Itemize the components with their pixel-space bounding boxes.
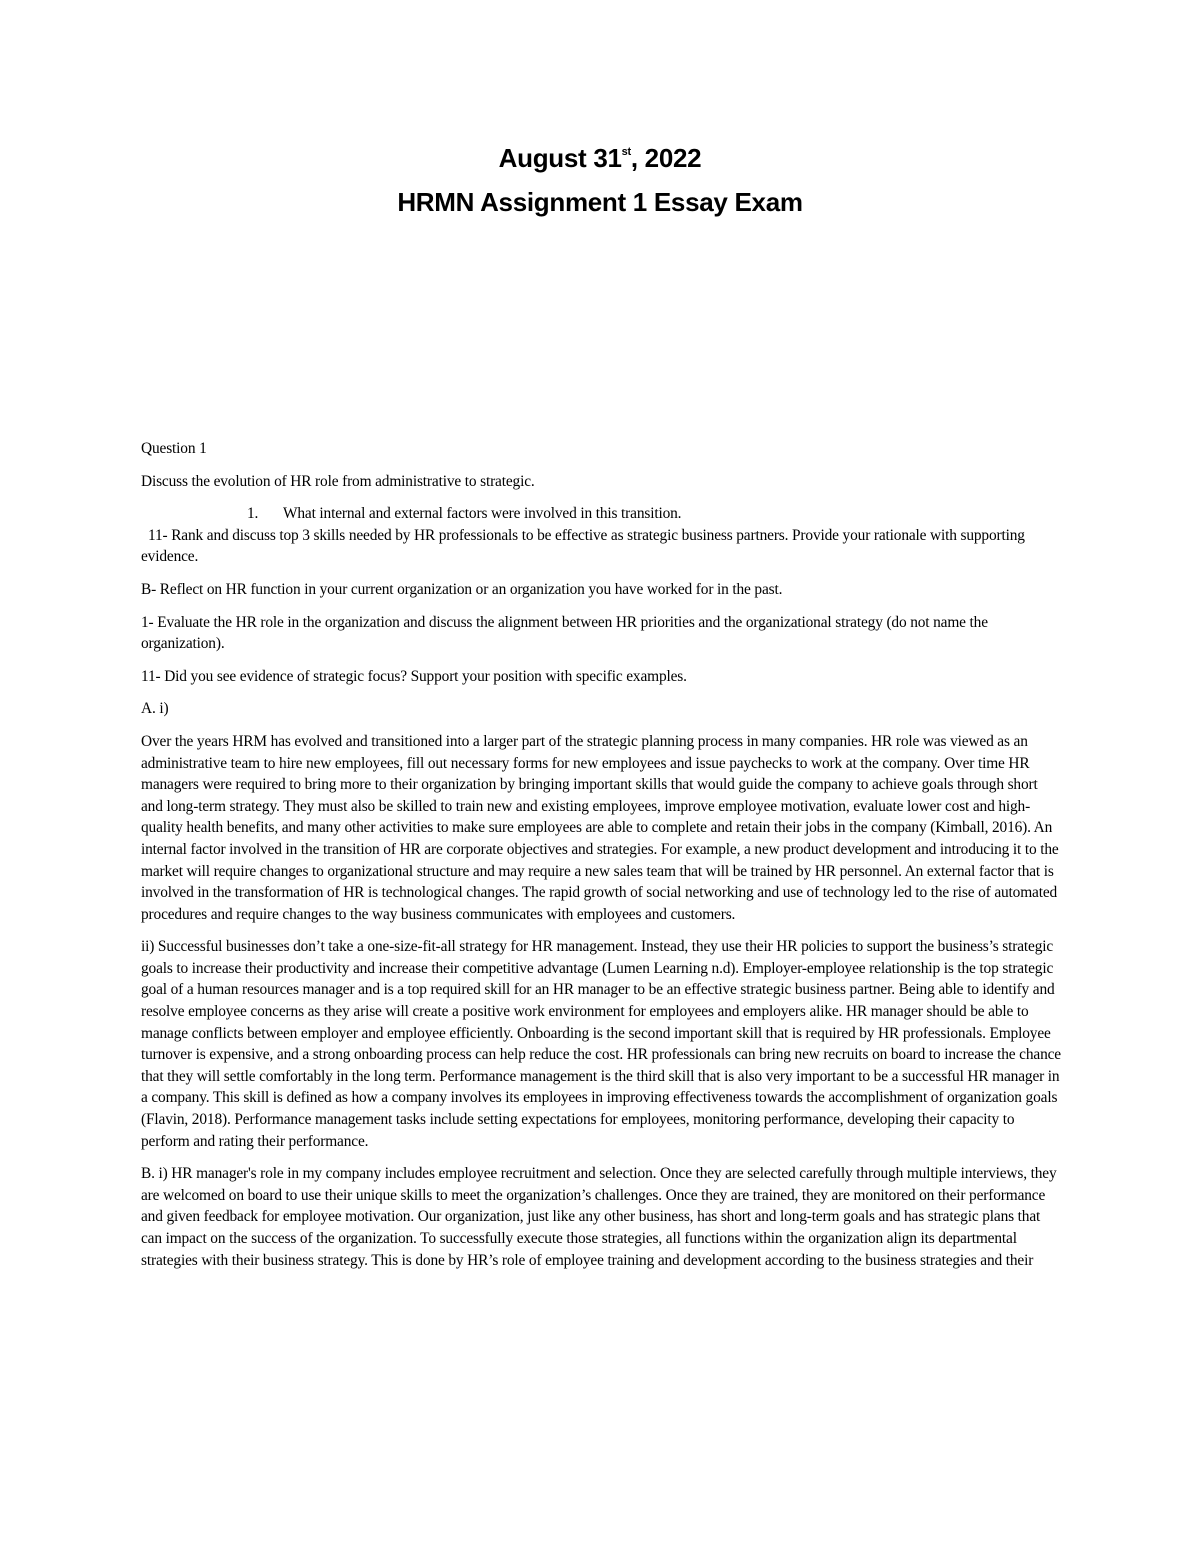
answer-a-i-paragraph: Over the years HRM has evolved and transitioned into a larger part of the strategic planning process in many companies. HR role was viewed as an administrative team to hire new employees, fill out necessary forms for new employees and issue paychecks to work at the company. Over time HR managers were required to bring more to their organization by bringing important skills that would guide the company to achieve goals through short and long-term strategy. They must also be skilled to train new and existing employees, improve employee motivation, evaluate lower cost and high-quality health benefits, and many other activities to make sure employees are able to complete and retain their jobs in the company (Kimball, 2016). An internal factor involved in the transition of HR are corporate objectives and strategies. For example, a new product development and introducing it to the market will require changes to organizational structure and may require a new sales team that will be trained by HR personnel. An external factor that is involved in the transformation of HR is technological changes. The rapid growth of social networking and use of technology led to the rise of automated procedures and require changes to the way business communicates with employees and customers. [141, 732, 1059, 923]
question-part-b: B- Reflect on HR function in your current organization or an organization you have worked for in the past. [141, 580, 783, 598]
question-part-b-1: 1- Evaluate the HR role in the organization and discuss the alignment between HR priorities and the organizational strategy (do not name the organization). [141, 613, 988, 653]
date-year: , 2022 [630, 143, 702, 173]
answer-a-ii-paragraph: ii) Successful businesses don’t take a one-size-fit-all strategy for HR management. Instead, they use their HR policies to support the business’s strategic goals to increase their productivity and increase their competitive advantage (Lumen Learning n.d). Employer-employee relationship is the top strategic goal of a human resources manager and is a top required skill for an HR manager to be an effective strategic business partner. Being able to identify and resolve employee concerns as they arise will create a positive work environment for employees and employers alike. HR manager should be able to manage conflicts between employer and employee efficiently. Onboarding is the second important skill that is required by HR professionals. Employee turnover is expensive, and a strong onboarding process can help reduce the cost. HR professionals can bring new recruits on board to increase the chance that they will settle comfortably in the long term. Performance management is the third skill that is also very important to be a successful HR manager in a company. This skill is defined as how a company involves its employees in improving effectiveness towards the accomplishment of organization goals (Flavin, 2018). Performance management tasks include setting expectations for employees, monitoring performance, developing their capacity to perform and rating their performance. [141, 938, 1061, 1150]
question-item-1-text: What internal and external factors were involved in this transition. [283, 505, 682, 523]
question-prompt: Discuss the evolution of HR role from administrative to strategic. [141, 472, 535, 490]
date-ordinal-suffix: st [621, 146, 631, 158]
question-item-1 [141, 503, 1061, 525]
answer-b-i-paragraph: B. i) HR manager's role in my company includes employee recruitment and selection. Once they are selected carefully through multiple interviews, they are welcomed on board to use their unique skills to meet the organization’s challenges. Once they are trained, they are monitored on their performance and given feedback for employee motivation. Our organization, just like any other business, has short and long-term goals and has strategic plans that can impact on the success of the organization. To successfully execute those strategies, all functions within the organization align its departmental strategies with their business strategy. This is done by HR’s role of employee training and development according to the business strategies and their [141, 1165, 1057, 1269]
question-label: Question 1 [141, 440, 207, 457]
document-body [141, 438, 1061, 1282]
answer-a-label: A. i) [141, 700, 169, 718]
question-part-b-2: 11- Did you see evidence of strategic focus? Support your position with specific examples. [141, 667, 687, 685]
document-date [0, 138, 1200, 178]
date-text: August 31 [498, 143, 622, 173]
document-title: HRMN Assignment 1 Essay Exam [397, 187, 803, 217]
question-item-1-number: 1. [247, 505, 259, 523]
question-item-2: 11- Rank and discuss top 3 skills needed by HR professionals to be effective as strategic business partners. Provide your rationale with supporting evidence. [141, 526, 1025, 566]
document-header [0, 138, 1200, 222]
